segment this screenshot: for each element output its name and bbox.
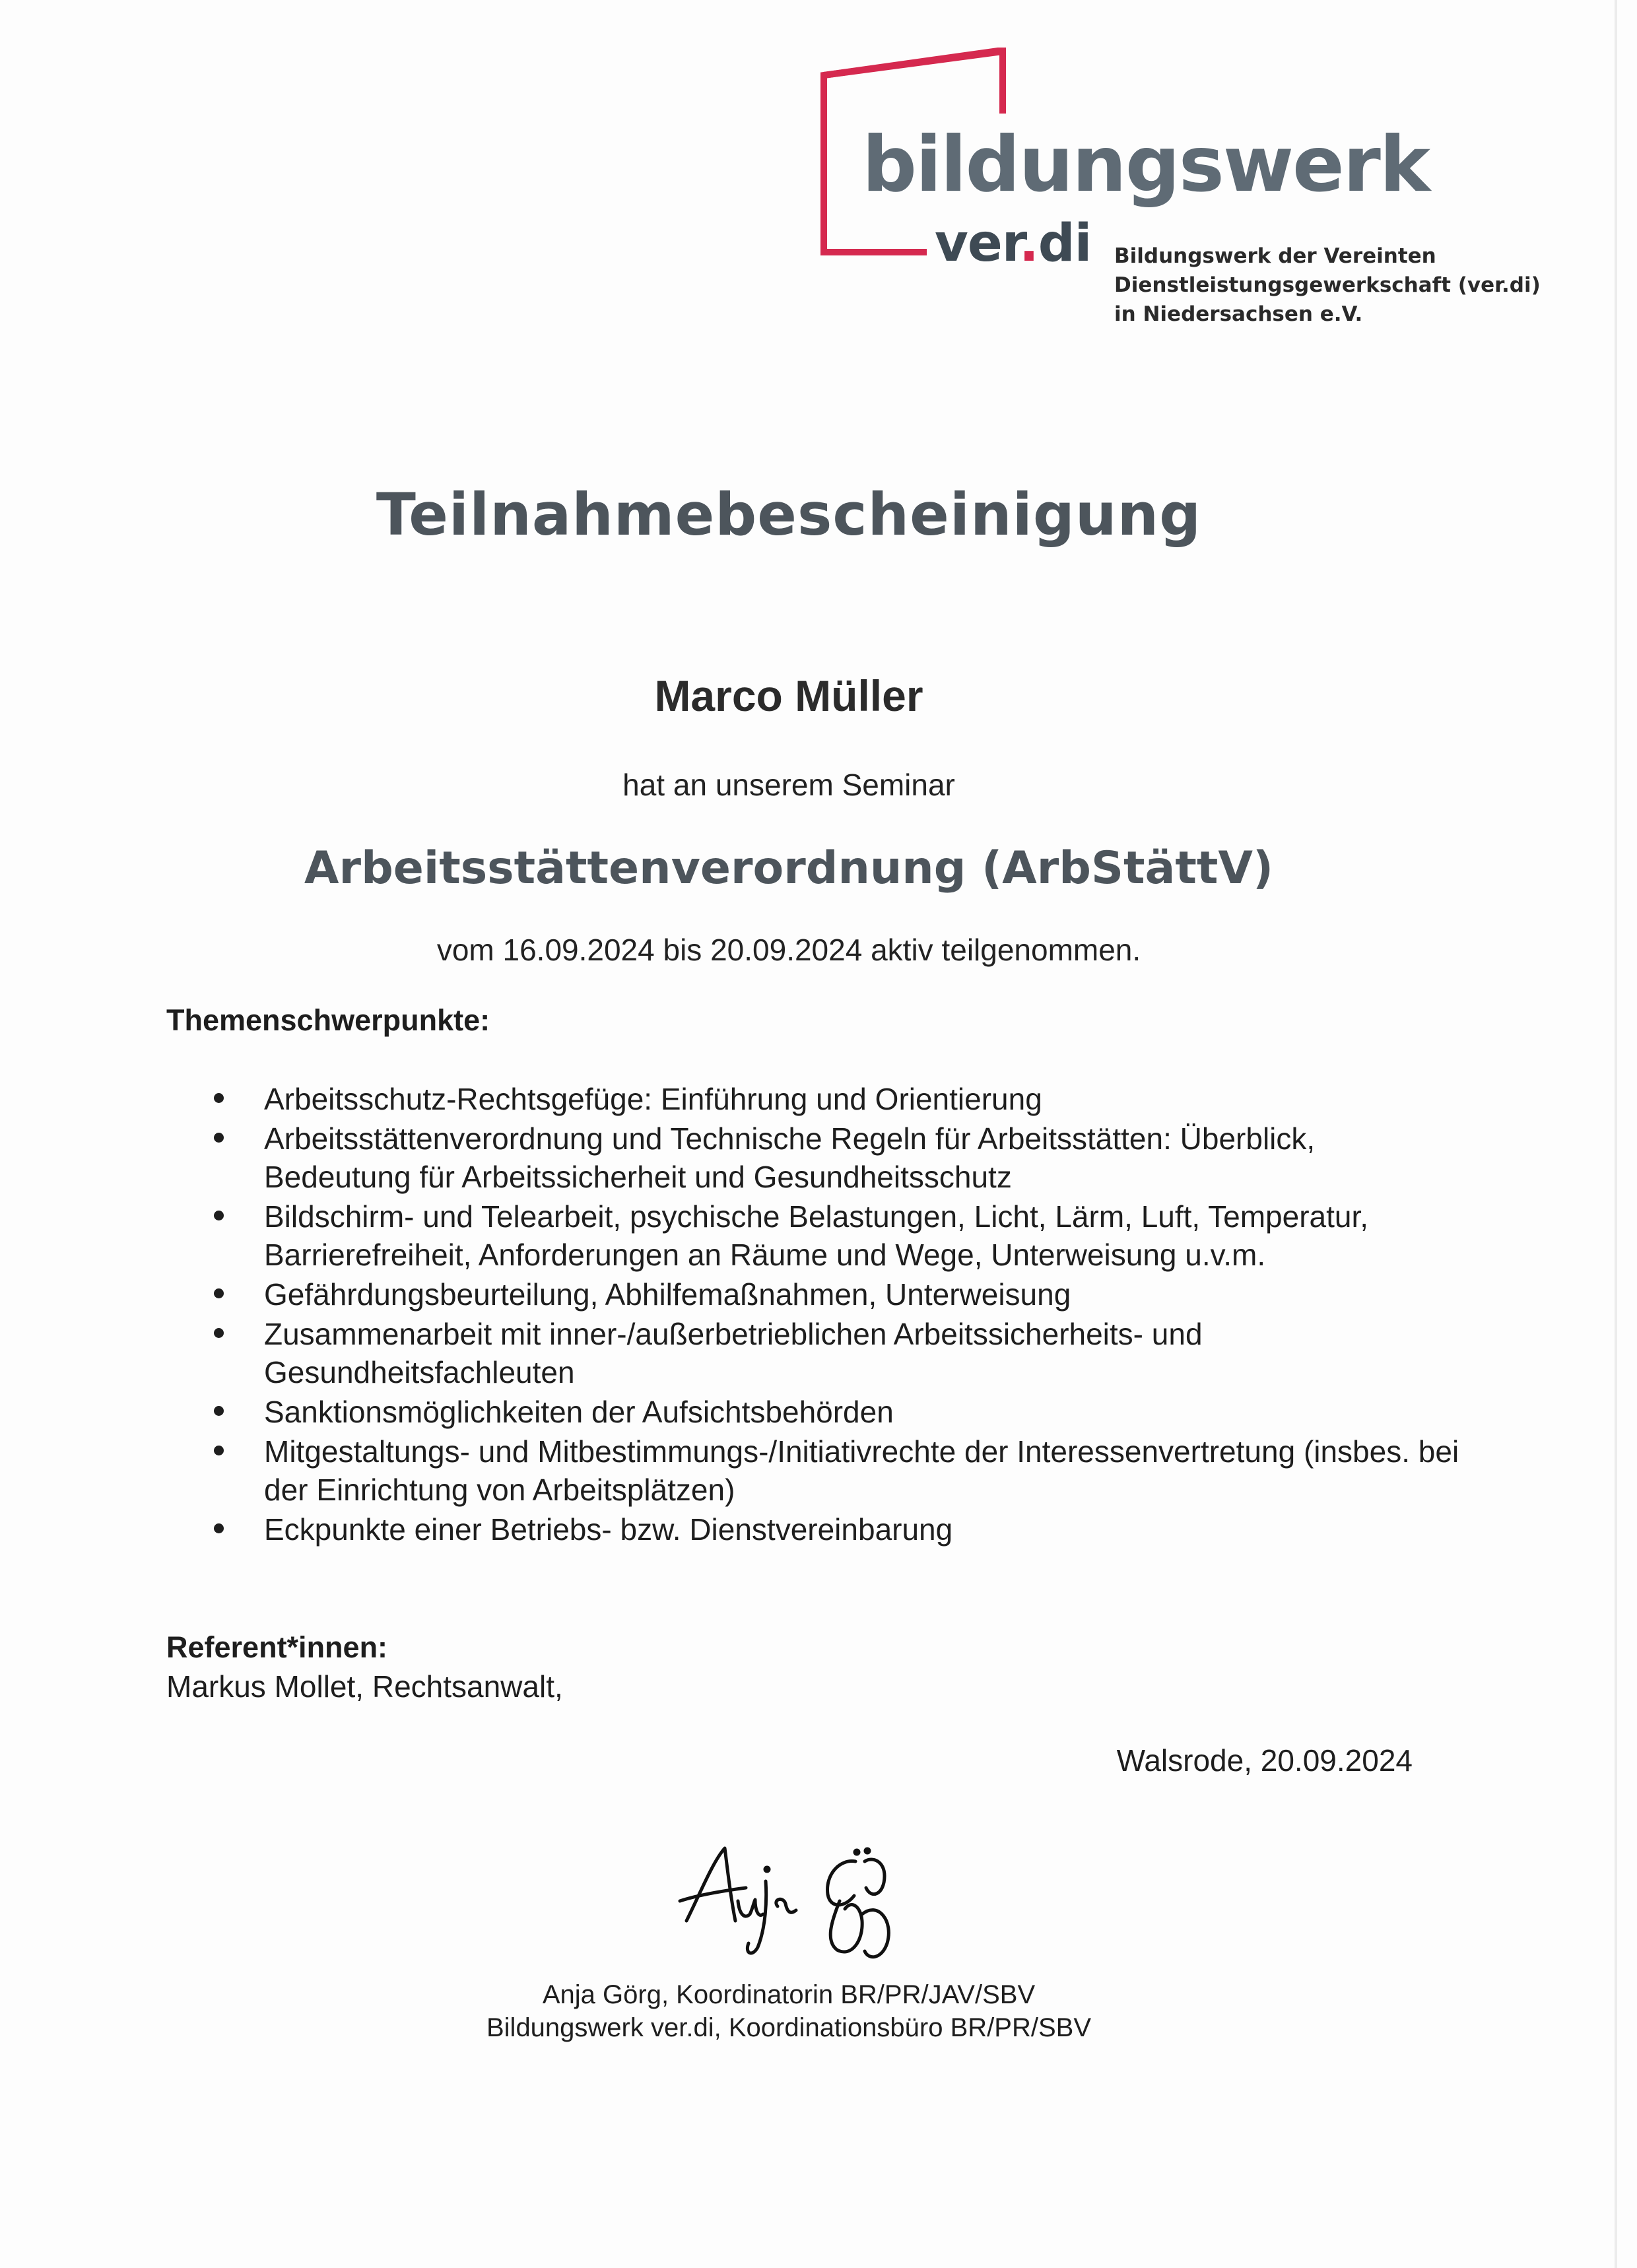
speakers-heading: Referent*innen:: [166, 1630, 388, 1664]
scan-edge: [1615, 0, 1617, 2268]
topic-item: Arbeitsstättenverordnung und Technische Regeln für Arbeitsstätten: Überblick, Bedeutung für Arbeitssicherheit und Gesundheitsschutz: [198, 1119, 1465, 1196]
topics-list: [198, 1080, 1465, 1550]
topic-item: Bildschirm- und Telearbeit, psychische Belastungen, Licht, Lärm, Luft, Temperatur, Barrierefreiheit, Anforderungen an Räume und Wege, Unterweisung u.v.m.: [198, 1197, 1465, 1274]
topic-item: Zusammenarbeit mit inner-/außerbetrieblichen Arbeitssicherheits- und Gesundheitsfachleuten: [198, 1315, 1465, 1391]
participant-name: Marco Müller: [654, 671, 923, 720]
participation-period: vom 16.09.2024 bis 20.09.2024 aktiv teilgenommen.: [436, 933, 1141, 967]
certificate-title: Teilnahmebescheinigung: [376, 481, 1202, 549]
handwritten-signature: [667, 1822, 944, 1980]
bullet-icon: [214, 1523, 224, 1533]
bullet-icon: [214, 1211, 224, 1220]
logo-verdi: ver.di: [935, 214, 1092, 273]
topic-item: Mitgestaltungs- und Mitbestimmungs-/Initiativrechte der Interessenvertretung (insbes. bei der Einrichtung von Arbeitsplätzen): [198, 1432, 1465, 1509]
speakers-names: Markus Mollet, Rechtsanwalt,: [166, 1669, 563, 1704]
logo-org-line-1: Bildungswerk der Vereinten: [1114, 244, 1436, 268]
logo-organisation: [1114, 242, 1541, 329]
logo-org-line-2: Dienstleistungsgewerkschaft (ver.di): [1114, 273, 1541, 297]
topic-item: Eckpunkte einer Betriebs- bzw. Dienstvereinbarung: [198, 1510, 1465, 1549]
bullet-icon: [214, 1406, 224, 1416]
bildungswerk-verdi-logo: [816, 48, 1595, 338]
bullet-icon: [214, 1288, 224, 1298]
bullet-icon: [214, 1133, 224, 1143]
topic-item: Gefährdungsbeurteilung, Abhilfemaßnahmen, Unterweisung: [198, 1275, 1465, 1314]
seminar-title: Arbeitsstättenverordnung (ArbStättV): [304, 842, 1274, 894]
logo-org-line-3: in Niedersachsen e.V.: [1114, 302, 1363, 326]
bullet-icon: [214, 1328, 224, 1338]
logo-wordmark: bildungswerk: [862, 120, 1430, 209]
topics-heading: Themenschwerpunkte:: [166, 1003, 490, 1037]
signer-office: Bildungswerk ver.di, Koordinationsbüro BR/PR/SBV: [486, 2013, 1091, 2042]
signer-name: Anja Görg, Koordinatorin BR/PR/JAV/SBV: [542, 1980, 1036, 2009]
topic-item: Sanktionsmöglichkeiten der Aufsichtsbehörden: [198, 1393, 1465, 1431]
topic-item: Arbeitsschutz-Rechtsgefüge: Einführung und Orientierung: [198, 1080, 1465, 1118]
bullet-icon: [214, 1446, 224, 1455]
intro-text: hat an unserem Seminar: [622, 768, 955, 802]
bullet-icon: [214, 1093, 224, 1103]
place-date: Walsrode, 20.09.2024: [1116, 1743, 1413, 1778]
